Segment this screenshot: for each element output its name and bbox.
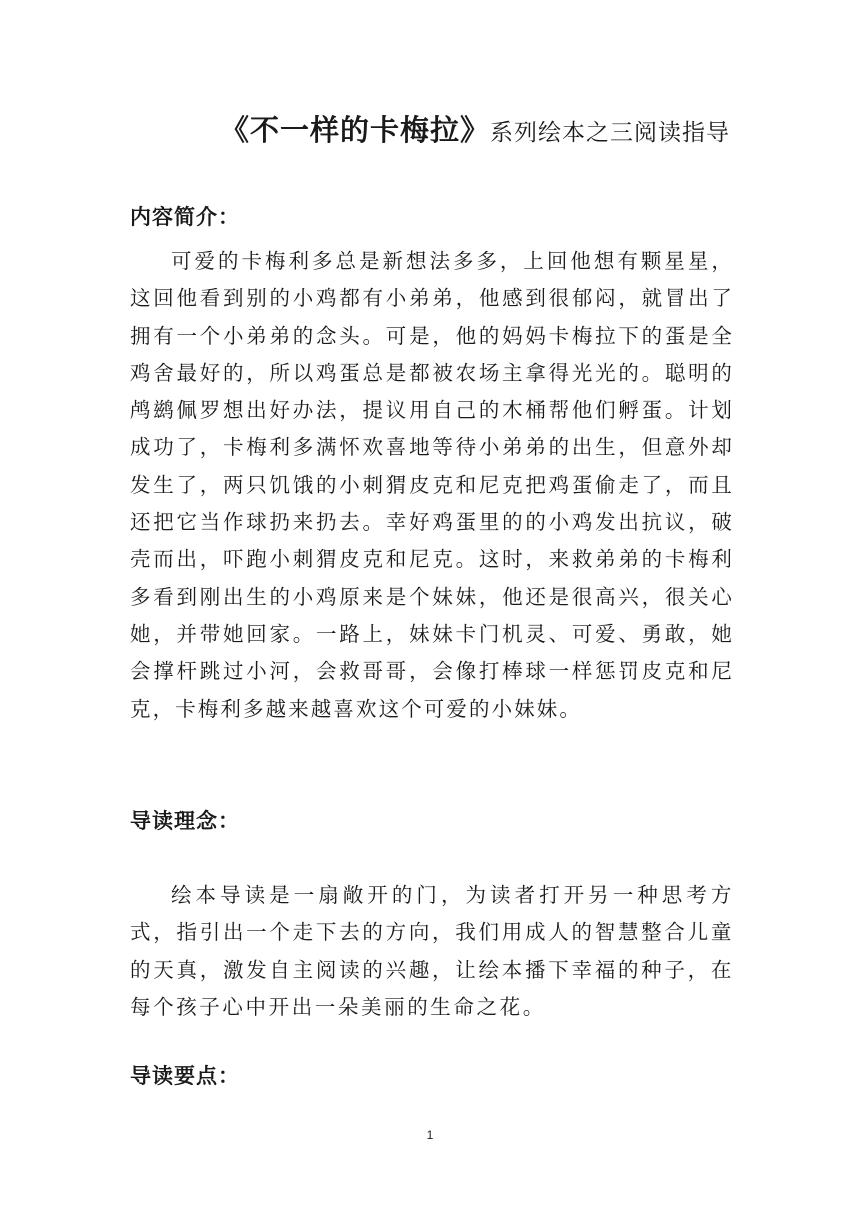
page-number: 1 xyxy=(426,1128,434,1142)
section-heading-concept: 导读理念： xyxy=(130,808,240,833)
section-heading-summary: 内容简介： xyxy=(130,204,240,229)
title-main: 《不一样的卡梅拉》 xyxy=(219,113,490,147)
title-subtitle: 系列绘本之三阅读指导 xyxy=(490,120,730,146)
section-heading-key-points: 导读要点： xyxy=(130,1063,240,1088)
section-paragraph-concept: 绘本导读是一扇敞开的门，为读者打开另一种思考方式，指引出一个走下去的方向，我们用成人的智慧整合儿童的天真，激发自主阅读的兴趣，让绘本播下幸福的种子，在每个孩子心中开出一朵美丽的生命之花。 xyxy=(130,883,734,1019)
document-title xyxy=(130,108,730,157)
section-paragraph-summary: 可爱的卡梅利多总是新想法多多，上回他想有颗星星，这回他看到别的小鸡都有小弟弟，他感到很郁闷，就冒出了拥有一个小弟弟的念头。可是，他的妈妈卡梅拉下的蛋是全鸡舍最好的，所以鸡蛋总是都被农场主拿得光光的。聪明的鸬鹚佩罗想出好办法，提议用自己的木桶帮他们孵蛋。计划成功了，卡梅利多满怀欢喜地等待小弟弟的出生，但意外却发生了，两只饥饿的小刺猬皮克和尼克把鸡蛋偷走了，而且还把它当作球扔来扔去。幸好鸡蛋里的的小鸡发出抗议，破壳而出，吓跑小刺猬皮克和尼克。这时，来救弟弟的卡梅利多看到刚出生的小鸡原来是个妹妹，他还是很高兴，很关心她，并带她回家。一路上，妹妹卡门机灵、可爱、勇敢，她会撑杆跳过小河，会救哥哥，会像打棒球一样惩罚皮克和尼克，卡梅利多越来越喜欢这个可爱的小妹妹。 xyxy=(130,249,734,721)
